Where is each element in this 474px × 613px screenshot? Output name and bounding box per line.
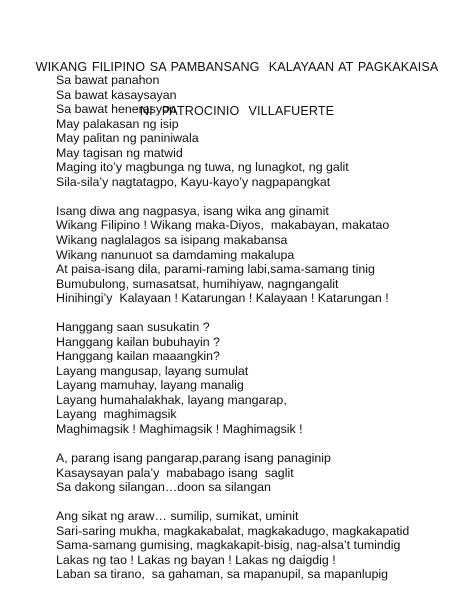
poem-body	[56, 73, 466, 596]
poem-title-line-1: WIKANG FILIPINO SA PAMBANSANG KALAYAAN AT PAGKAKAISA	[35, 60, 439, 75]
poem-line: May palitan ng paniniwala	[56, 131, 199, 146]
poem-line: Wikang Filipino ! Wikang maka-Diyos, makabayan, makatao	[56, 218, 390, 233]
poem-author-line: NI PATROCINIO VILLAFUERTE	[139, 103, 335, 118]
poem-line: Hanggang saan susukatin ?	[56, 320, 210, 335]
poem-line: Hinihingi’y Kalayaan ! Katarungan ! Kalayaan ! Katarungan !	[56, 291, 389, 306]
stanza-5	[56, 509, 466, 582]
poem-line: Wikang naglalagos sa isipang makabansa	[56, 232, 288, 247]
poem-line: Sa bawat henerasyon	[56, 102, 176, 117]
stanza-1	[56, 73, 466, 189]
poem-line: Layang mangusap, layang sumulat	[56, 363, 249, 378]
poem-line: Layang mamuhay, layang manalig	[56, 378, 244, 393]
poem-line: Isang diwa ang nagpasya, isang wika ang ginamit	[56, 203, 329, 218]
poem-line: Bumubulong, sumasatsat, humihiyaw, nagngangalit	[56, 276, 339, 291]
poem-line: At paisa-isang dila, parami-raming labi,sama-samang tinig	[56, 262, 375, 277]
poem-line: Wikang nanunuot sa damdaming makalupa	[56, 247, 295, 262]
stanza-4	[56, 451, 466, 495]
poem-line: Sa bawat panahon	[56, 73, 160, 87]
poem-line: Sama-samang gumising, magkakapit-bisig, nag-alsa’t tumindig	[56, 538, 401, 553]
poem-line: Sila-sila’y nagtatagpo, Kayu-kayo’y nagpapangkat	[56, 174, 331, 189]
poem-line: Sa dakong silangan…doon sa silangan	[56, 480, 271, 495]
poem-line: Ang sikat ng araw… sumilip, sumikat, uminit	[56, 509, 299, 524]
poem-line: Layang humahalakhak, layang mangarap,	[56, 392, 287, 407]
poem-line: Laban sa tirano, sa gahaman, sa mapanupil, sa mapanlupig	[56, 567, 389, 582]
poem-line: Sari-saring mukha, magkakabalat, magkakadugo, magkakapatid	[56, 523, 410, 538]
poem-line: May tagisan ng matwid	[56, 145, 183, 160]
poem-line: Layang maghimagsik	[56, 407, 177, 422]
poem-line: Sa bawat kasaysayan	[56, 87, 177, 102]
stanza-3	[56, 320, 466, 436]
poem-line: Lakas ng tao ! Lakas ng bayan ! Lakas ng daigdig !	[56, 552, 336, 567]
poem-line: Maging ito’y magbunga ng tuwa, ng lunagkot, ng galit	[56, 160, 349, 175]
poem-line: Hanggang kailan maaangkin?	[56, 349, 220, 364]
poem-line: A, parang isang pangarap,parang isang panaginip	[56, 451, 331, 466]
poem-line: Maghimagsik ! Maghimagsik ! Maghimagsik !	[56, 422, 303, 437]
poem-line: Hanggang kailan bubuhayin ?	[56, 334, 220, 349]
poem-line: May palakasan ng isip	[56, 116, 179, 131]
poem-line: Kasaysayan pala’y mababago isang saglit	[56, 465, 294, 480]
stanza-2	[56, 204, 466, 306]
